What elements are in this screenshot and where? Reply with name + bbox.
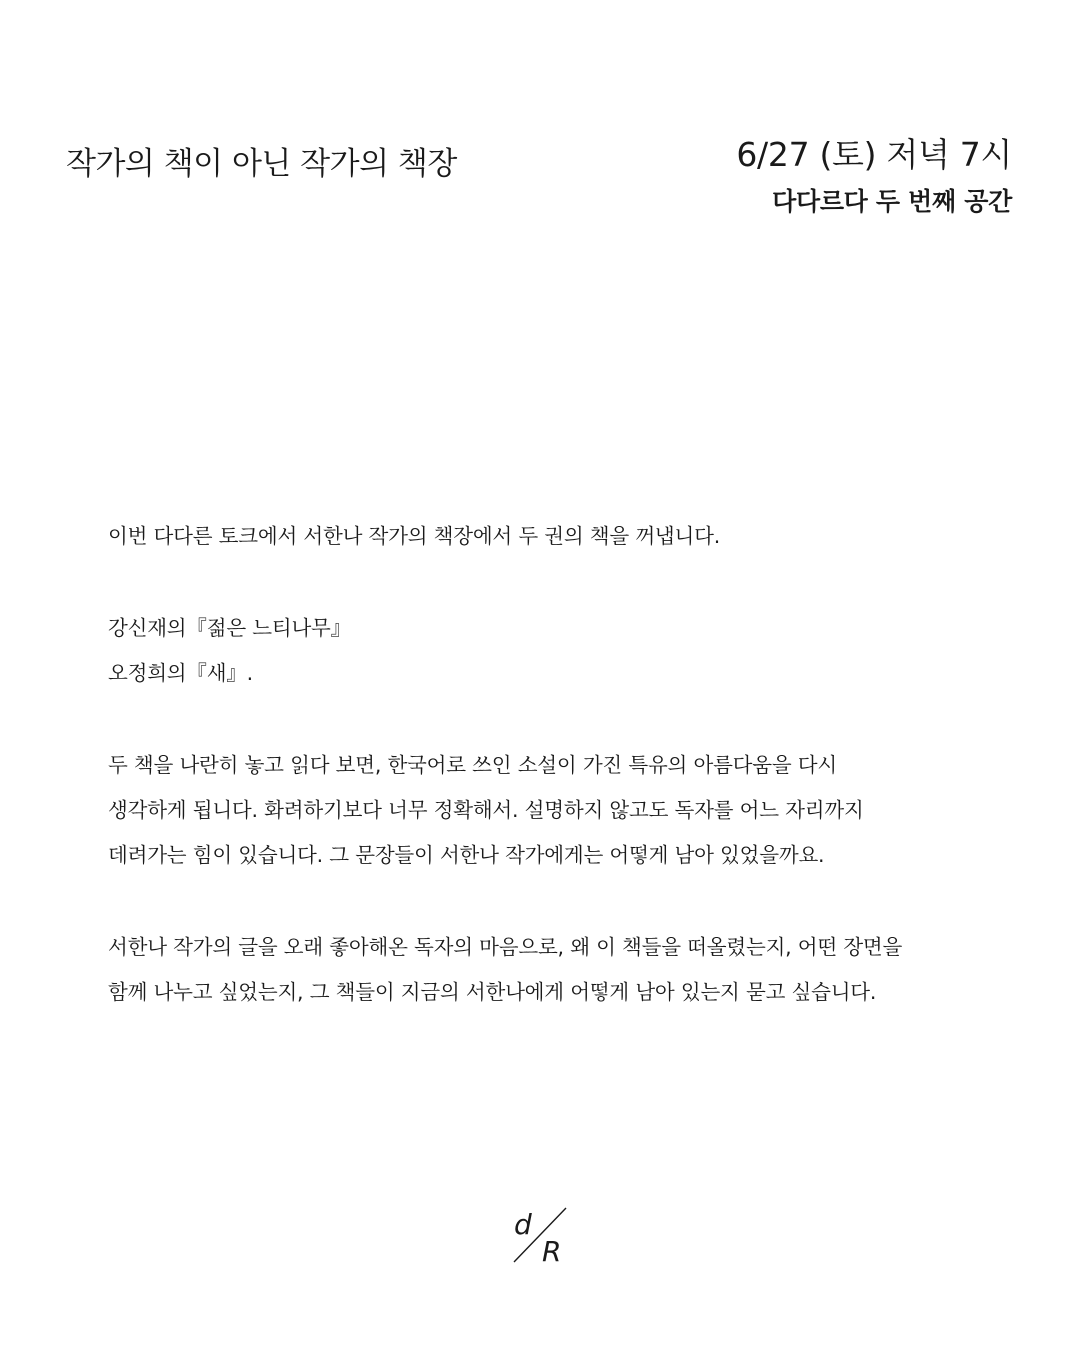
dr-logo <box>510 1205 572 1265</box>
book-title-1: 강신재의『젊은 느티나무』 <box>108 616 351 640</box>
event-venue: 다다르다 두 번째 공간 <box>772 187 1012 216</box>
book-title-2: 오정희의『새』. <box>108 661 253 685</box>
page-title: 작가의 책이 아닌 작가의 책장 <box>66 146 457 182</box>
paragraph1-line: 생각하게 됩니다. 화려하기보다 너무 정확해서. 설명하지 않고도 독자를 어느 자리까지 <box>108 798 864 822</box>
paragraph1-line: 데려가는 힘이 있습니다. 그 문장들이 서한나 작가에게는 어떻게 남아 있었을까요. <box>108 843 825 867</box>
body-text <box>108 514 1008 1015</box>
intro-line: 이번 다다른 토크에서 서한나 작가의 책장에서 두 권의 책을 꺼냅니다. <box>108 524 721 548</box>
paragraph2-line: 함께 나누고 싶었는지, 그 책들이 지금의 서한나에게 어떻게 남아 있는지 묻고 싶습니다. <box>108 980 877 1004</box>
logo-letter-d: d <box>514 1208 532 1241</box>
paragraph2-line: 서한나 작가의 글을 오래 좋아해온 독자의 마음으로, 왜 이 책들을 떠올렸는지, 어떤 장면을 <box>108 935 903 959</box>
paragraph1-line: 두 책을 나란히 놓고 읽다 보면, 한국어로 쓰인 소설이 가진 특유의 아름다움을 다시 <box>108 753 838 777</box>
event-date: 6/27 (토) 저녁 7시 <box>736 135 1012 174</box>
logo-letter-r: R <box>542 1235 562 1265</box>
event-info <box>736 134 1012 218</box>
